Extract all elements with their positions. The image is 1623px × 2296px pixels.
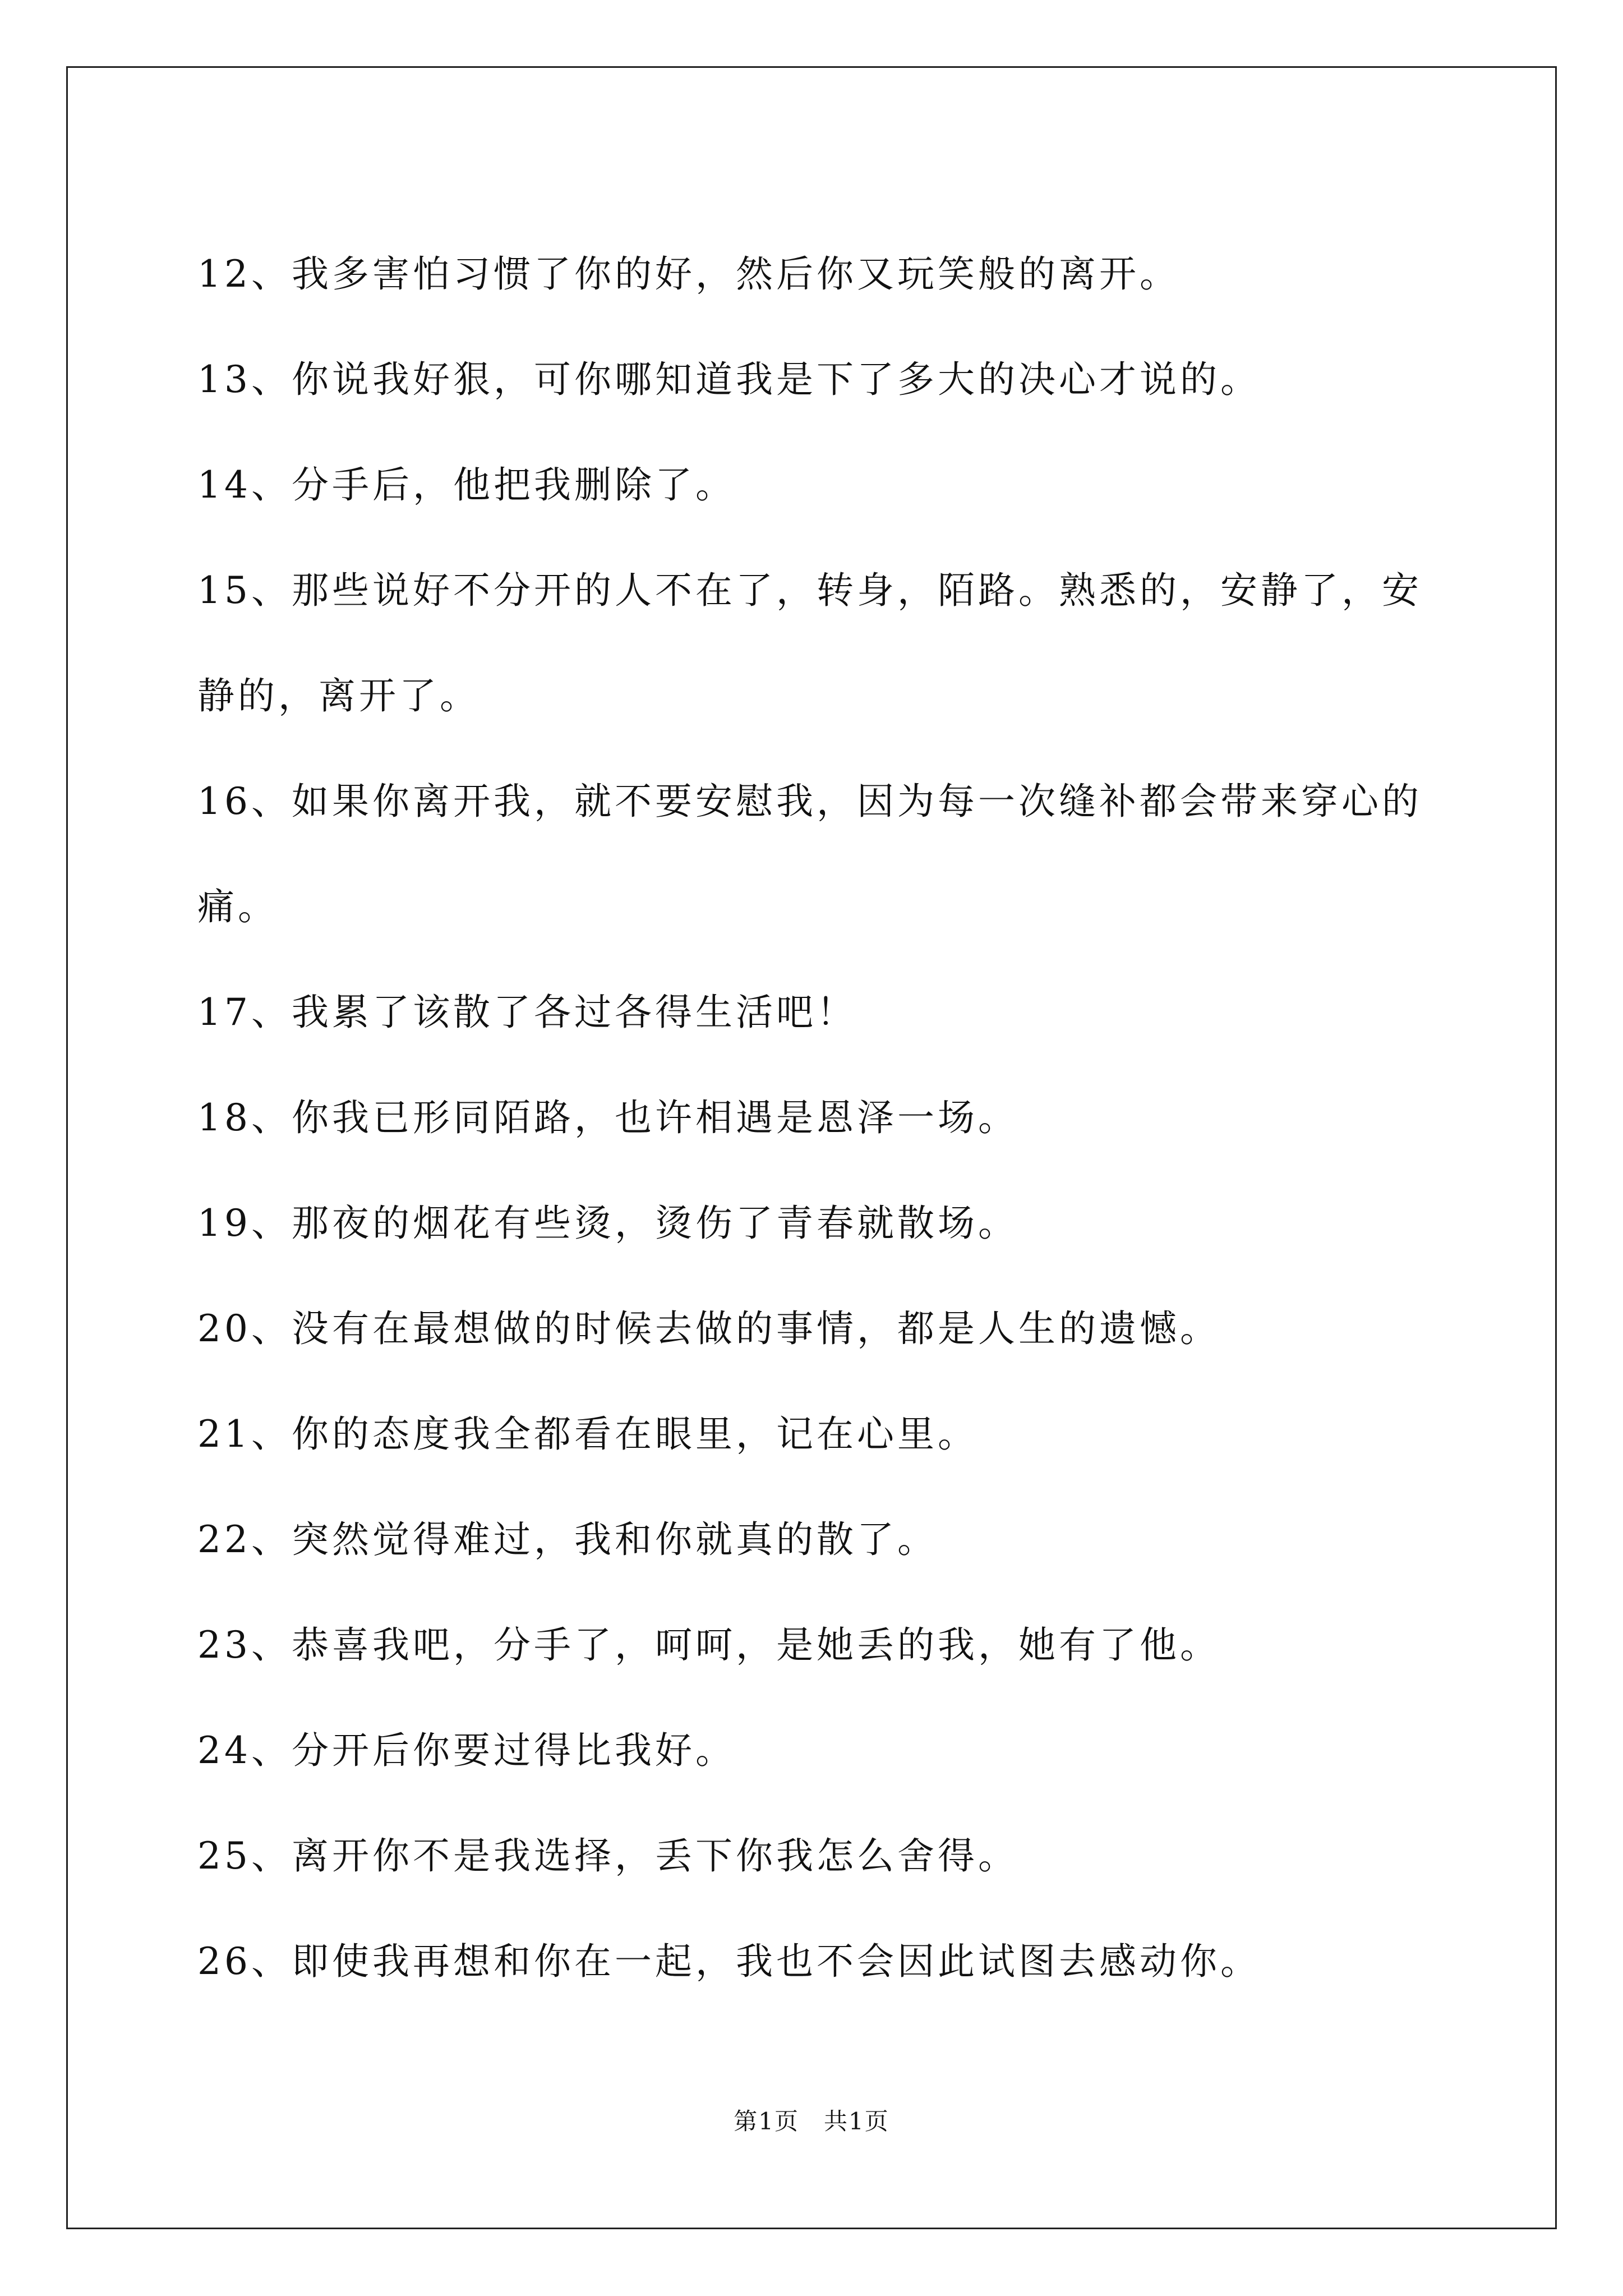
list-item: 12、我多害怕习惯了你的好，然后你又玩笑般的离开。 bbox=[197, 252, 1180, 296]
page-footer: 第1页 共1页 bbox=[734, 2108, 889, 2135]
list-item: 16、如果你离开我，就不要安慰我，因为每一次缝补都会带来穿心的痛。 bbox=[197, 780, 1422, 928]
list-item: 26、即使我再想和你在一起，我也不会因此试图去感动你。 bbox=[197, 1940, 1261, 1983]
document-body bbox=[197, 222, 1437, 2014]
list-item: 24、分开后你要过得比我好。 bbox=[197, 1729, 736, 1772]
list-item: 15、那些说好不分开的人不在了，转身，陌路。熟悉的，安静了，安静的，离开了。 bbox=[197, 569, 1422, 717]
list-item: 22、突然觉得难过，我和你就真的散了。 bbox=[197, 1518, 938, 1561]
list-item: 17、我累了该散了各过各得生活吧！ bbox=[197, 991, 857, 1034]
list-item: 23、恭喜我吧，分手了，呵呵，是她丢的我，她有了他。 bbox=[197, 1623, 1220, 1667]
list-item: 14、分手后，他把我删除了。 bbox=[197, 463, 736, 507]
list-item: 21、你的态度我全都看在眼里，记在心里。 bbox=[197, 1412, 978, 1456]
list-item: 19、那夜的烟花有些烫，烫伤了青春就散场。 bbox=[197, 1202, 1018, 1245]
list-item: 18、你我已形同陌路，也许相遇是恩泽一场。 bbox=[197, 1096, 1018, 1139]
list-item: 20、没有在最想做的时候去做的事情，都是人生的遗憾。 bbox=[197, 1307, 1220, 1350]
list-item: 25、离开你不是我选择，丢下你我怎么舍得。 bbox=[197, 1834, 1018, 1878]
list-item: 13、你说我好狠，可你哪知道我是下了多大的决心才说的。 bbox=[197, 358, 1261, 401]
